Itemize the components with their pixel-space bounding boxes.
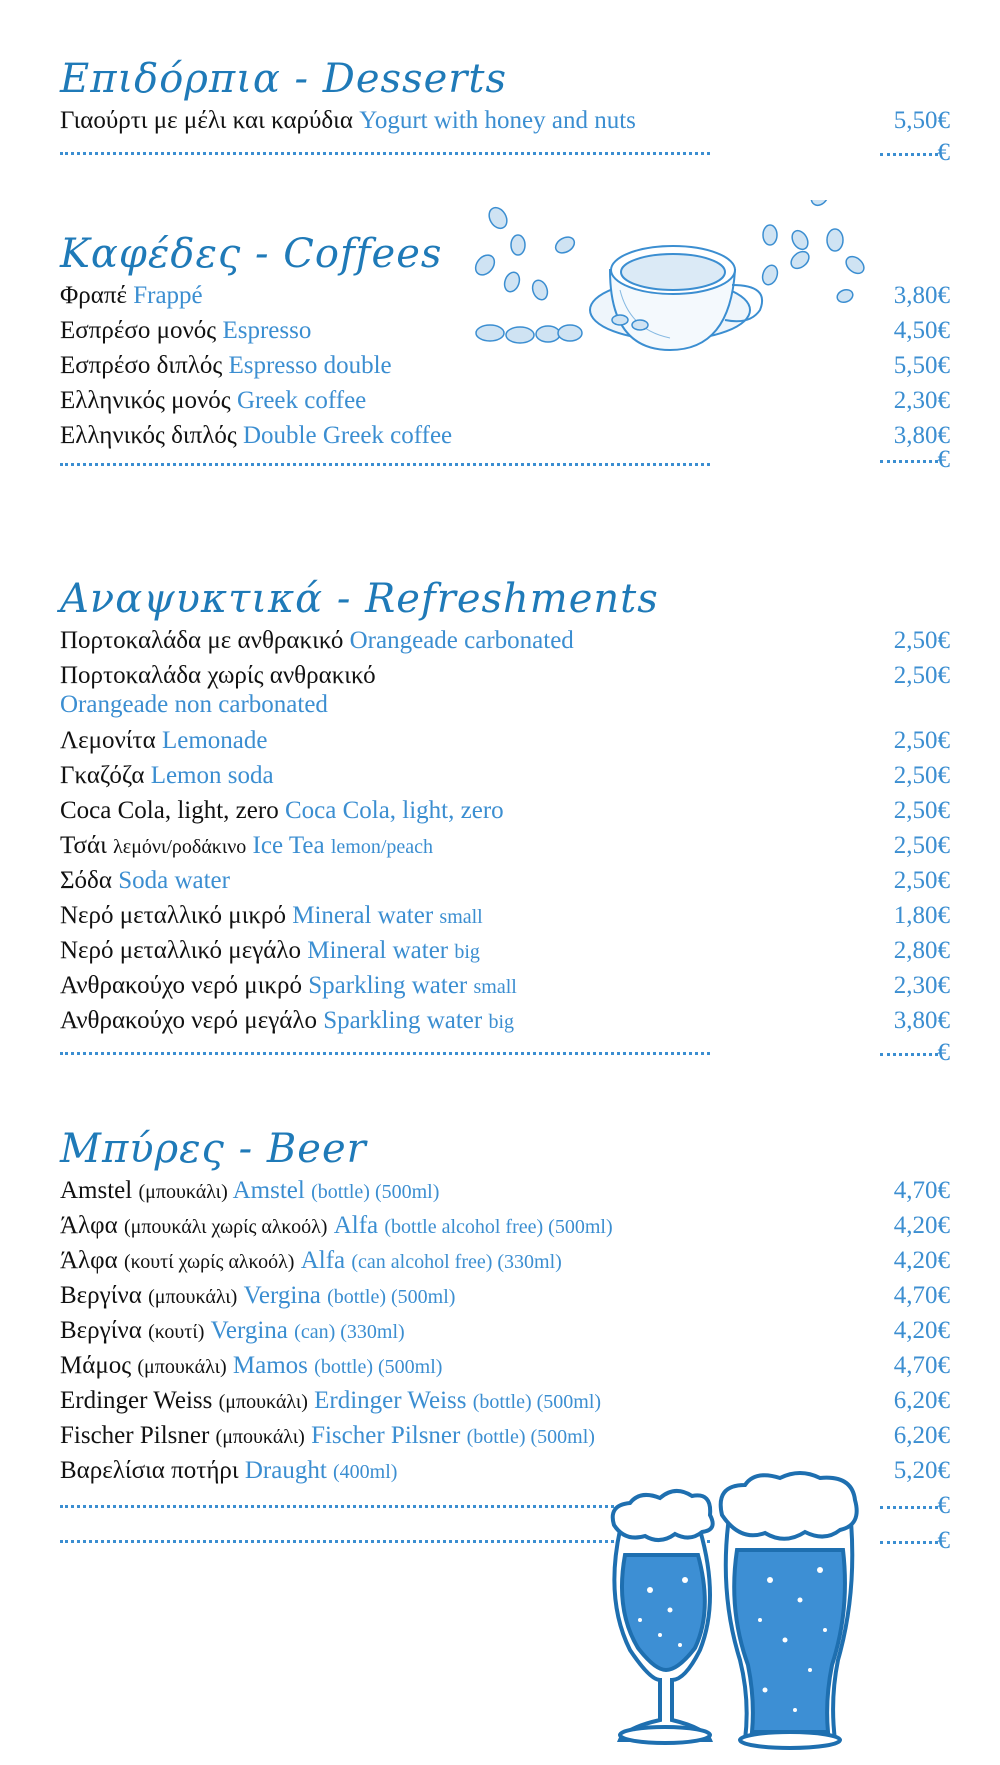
- menu-item: [60, 758, 950, 793]
- item-price: 3,80€: [893, 1007, 950, 1034]
- item-greek-name: Μάμος: [60, 1352, 132, 1379]
- item-english-name: Ice Tea: [252, 832, 325, 859]
- item-english-detail: small: [439, 906, 483, 928]
- item-english-detail: (bottle) (500ml): [466, 1426, 595, 1448]
- blank-price: €: [937, 1492, 950, 1519]
- item-price: 2,50€: [893, 797, 950, 824]
- item-english-detail: (bottle) (500ml): [311, 1181, 440, 1203]
- blank-entry-line: [60, 138, 950, 168]
- desserts-heading: Επιδόρπια - Desserts: [60, 56, 507, 102]
- item-price: 4,20€: [893, 1212, 950, 1239]
- item-english-name: Lemonade: [161, 727, 268, 754]
- coffees-heading: Καφέδες - Coffees: [60, 231, 443, 277]
- item-greek-detail: (κουτί χωρίς αλκοόλ): [123, 1251, 295, 1273]
- menu-item: [60, 828, 950, 863]
- item-price: 2,50€: [893, 867, 950, 894]
- refreshments-section: [60, 575, 950, 1068]
- item-english-name: Amstel: [232, 1177, 305, 1204]
- blank-price: €: [937, 1527, 950, 1554]
- item-price: 4,70€: [893, 1352, 950, 1379]
- item-greek-detail: (μπουκάλι): [215, 1426, 305, 1448]
- item-greek-name: Εσπρέσο διπλός: [60, 352, 223, 379]
- menu-item: [60, 1173, 950, 1208]
- item-greek-name: Βεργίνα: [60, 1282, 142, 1309]
- item-greek-name: Νερό μεταλλικό μεγάλο: [60, 937, 301, 964]
- item-greek-name: Coca Cola, light, zero: [60, 797, 279, 824]
- menu-item: [60, 793, 950, 828]
- item-english-detail: small: [473, 976, 517, 998]
- item-english-name: Coca Cola, light, zero: [284, 797, 504, 824]
- blank-entry-line: [60, 446, 950, 475]
- item-english-name: Soda water: [118, 867, 230, 894]
- item-english-detail: lemon/peach: [330, 836, 434, 858]
- item-english-name: Espresso: [222, 317, 312, 344]
- item-english-detail: (can alcohol free) (330ml): [351, 1251, 562, 1273]
- item-english-name: Orangeade carbonated: [349, 627, 574, 654]
- item-greek-name: Τσάι: [60, 832, 107, 859]
- item-price: 3,80€: [893, 282, 950, 309]
- item-english-name: Erdinger Weiss: [314, 1387, 467, 1414]
- item-price: 2,80€: [893, 937, 950, 964]
- coffee-cup-icon: [470, 200, 870, 400]
- item-greek-name: Ελληνικός διπλός: [60, 422, 237, 449]
- item-english-name: Vergina: [210, 1317, 288, 1344]
- menu-item: [60, 723, 950, 758]
- item-greek-name: Βαρελίσια ποτήρι: [60, 1457, 239, 1484]
- blank-price: €: [937, 1039, 950, 1066]
- menu-item: [60, 1348, 950, 1383]
- item-english-detail: (400ml): [333, 1461, 398, 1483]
- item-price: 2,50€: [893, 627, 950, 654]
- blank-price: €: [937, 446, 950, 473]
- item-english-detail: big: [488, 1011, 515, 1033]
- item-price: 2,50€: [893, 662, 950, 689]
- menu-item: [60, 1208, 950, 1243]
- menu-item: [60, 103, 950, 138]
- desserts-section: [60, 55, 950, 168]
- item-price: 5,50€: [893, 352, 950, 379]
- menu-item: [60, 898, 950, 933]
- item-english-name: Lemon soda: [150, 762, 274, 789]
- item-price: 4,20€: [893, 1247, 950, 1274]
- item-greek-detail: (κουτί): [148, 1321, 205, 1343]
- refreshments-heading: Αναψυκτικά - Refreshments: [60, 576, 659, 622]
- item-price: 3,80€: [893, 422, 950, 449]
- item-greek-name: Amstel: [60, 1177, 133, 1204]
- item-greek-name: Σόδα: [60, 867, 112, 894]
- menu-item: [60, 418, 950, 453]
- item-price: 2,50€: [893, 832, 950, 859]
- item-greek-name: Ανθρακούχο νερό μεγάλο: [60, 1007, 317, 1034]
- item-english-name: Vergina: [243, 1282, 321, 1309]
- item-english-name: Orangeade non carbonated: [60, 691, 328, 718]
- item-greek-name: Fischer Pilsner: [60, 1422, 210, 1449]
- item-price: 2,30€: [893, 387, 950, 414]
- item-greek-detail: (μπουκάλι): [218, 1391, 308, 1413]
- item-greek-name: Άλφα: [60, 1247, 118, 1274]
- menu-item: [60, 1278, 950, 1313]
- item-greek-detail: (μπουκάλι): [137, 1356, 227, 1378]
- menu-item: [60, 1003, 950, 1038]
- item-english-detail: (bottle) (500ml): [314, 1356, 443, 1378]
- item-english-name: Greek coffee: [236, 387, 367, 414]
- item-price: 4,50€: [893, 317, 950, 344]
- item-greek-name: Βεργίνα: [60, 1317, 142, 1344]
- item-price: 2,30€: [893, 972, 950, 999]
- menu-item: [60, 1243, 950, 1278]
- menu-item: [60, 1313, 950, 1348]
- item-greek-name: Νερό μεταλλικό μικρό: [60, 902, 286, 929]
- menu-item: [60, 1418, 950, 1453]
- item-english-name: Mineral water: [292, 902, 434, 929]
- item-greek-name: Πορτοκαλάδα με ανθρακικό: [60, 627, 344, 654]
- item-price: 6,20€: [893, 1422, 950, 1449]
- item-price: 5,20€: [893, 1457, 950, 1484]
- item-price: 1,80€: [893, 902, 950, 929]
- blank-price: €: [937, 139, 950, 166]
- item-english-detail: big: [454, 941, 480, 963]
- beer-glasses-icon: [600, 1470, 860, 1760]
- menu-item: [60, 1383, 950, 1418]
- item-english-name: Fischer Pilsner: [311, 1422, 461, 1449]
- item-english-detail: (bottle) (500ml): [472, 1391, 602, 1413]
- menu-item: [60, 658, 950, 723]
- item-english-name: Yogurt with honey and nuts: [359, 107, 636, 134]
- item-greek-name: Ανθρακούχο νερό μικρό: [60, 972, 303, 999]
- item-price: 4,20€: [893, 1317, 950, 1344]
- item-english-name: Sparkling water: [308, 972, 468, 999]
- beer-heading: Μπύρες - Beer: [60, 1126, 367, 1172]
- item-greek-detail: (μπουκάλι χωρίς αλκοόλ): [123, 1216, 328, 1238]
- item-english-name: Frappé: [133, 282, 203, 309]
- item-greek-name: Γιαούρτι με μέλι και καρύδια: [60, 107, 354, 134]
- item-price: 2,50€: [893, 762, 950, 789]
- item-greek-detail: (μπουκάλι): [138, 1181, 228, 1203]
- item-english-name: Alfa: [333, 1212, 379, 1239]
- item-english-name: Alfa: [300, 1247, 346, 1274]
- item-price: 6,20€: [893, 1387, 950, 1414]
- item-greek-name: Άλφα: [60, 1212, 118, 1239]
- item-price: 5,50€: [893, 107, 950, 134]
- item-price: 4,70€: [893, 1282, 950, 1309]
- item-greek-name: Λεμονίτα: [60, 727, 156, 754]
- item-english-detail: (bottle alcohol free) (500ml): [384, 1216, 613, 1238]
- blank-entry-line: [60, 1038, 950, 1068]
- item-english-detail: (can) (330ml): [294, 1321, 405, 1343]
- item-greek-name: Ελληνικός μονός: [60, 387, 231, 414]
- item-price: 2,50€: [893, 727, 950, 754]
- item-english-name: Mamos: [232, 1352, 308, 1379]
- item-greek-name: Γκαζόζα: [60, 762, 145, 789]
- menu-item: [60, 863, 950, 898]
- item-english-name: Draught: [244, 1457, 327, 1484]
- item-greek-name: Φραπέ: [60, 282, 127, 309]
- menu-item: [60, 933, 950, 968]
- item-greek-name: Πορτοκαλάδα χωρίς ανθρακικό: [60, 662, 376, 689]
- item-greek-detail: λεμόνι/ροδάκινο: [113, 836, 247, 858]
- menu-item: [60, 968, 950, 1003]
- item-english-name: Espresso double: [228, 352, 392, 379]
- item-price: 4,70€: [893, 1177, 950, 1204]
- item-english-name: Double Greek coffee: [243, 422, 453, 449]
- item-english-detail: (bottle) (500ml): [327, 1286, 456, 1308]
- item-greek-name: Εσπρέσο μονός: [60, 317, 217, 344]
- item-greek-name: Erdinger Weiss: [60, 1387, 213, 1414]
- item-greek-detail: (μπουκάλι): [148, 1286, 238, 1308]
- item-english-name: Sparkling water: [323, 1007, 483, 1034]
- item-english-name: Mineral water: [307, 937, 449, 964]
- menu-item: [60, 623, 950, 658]
